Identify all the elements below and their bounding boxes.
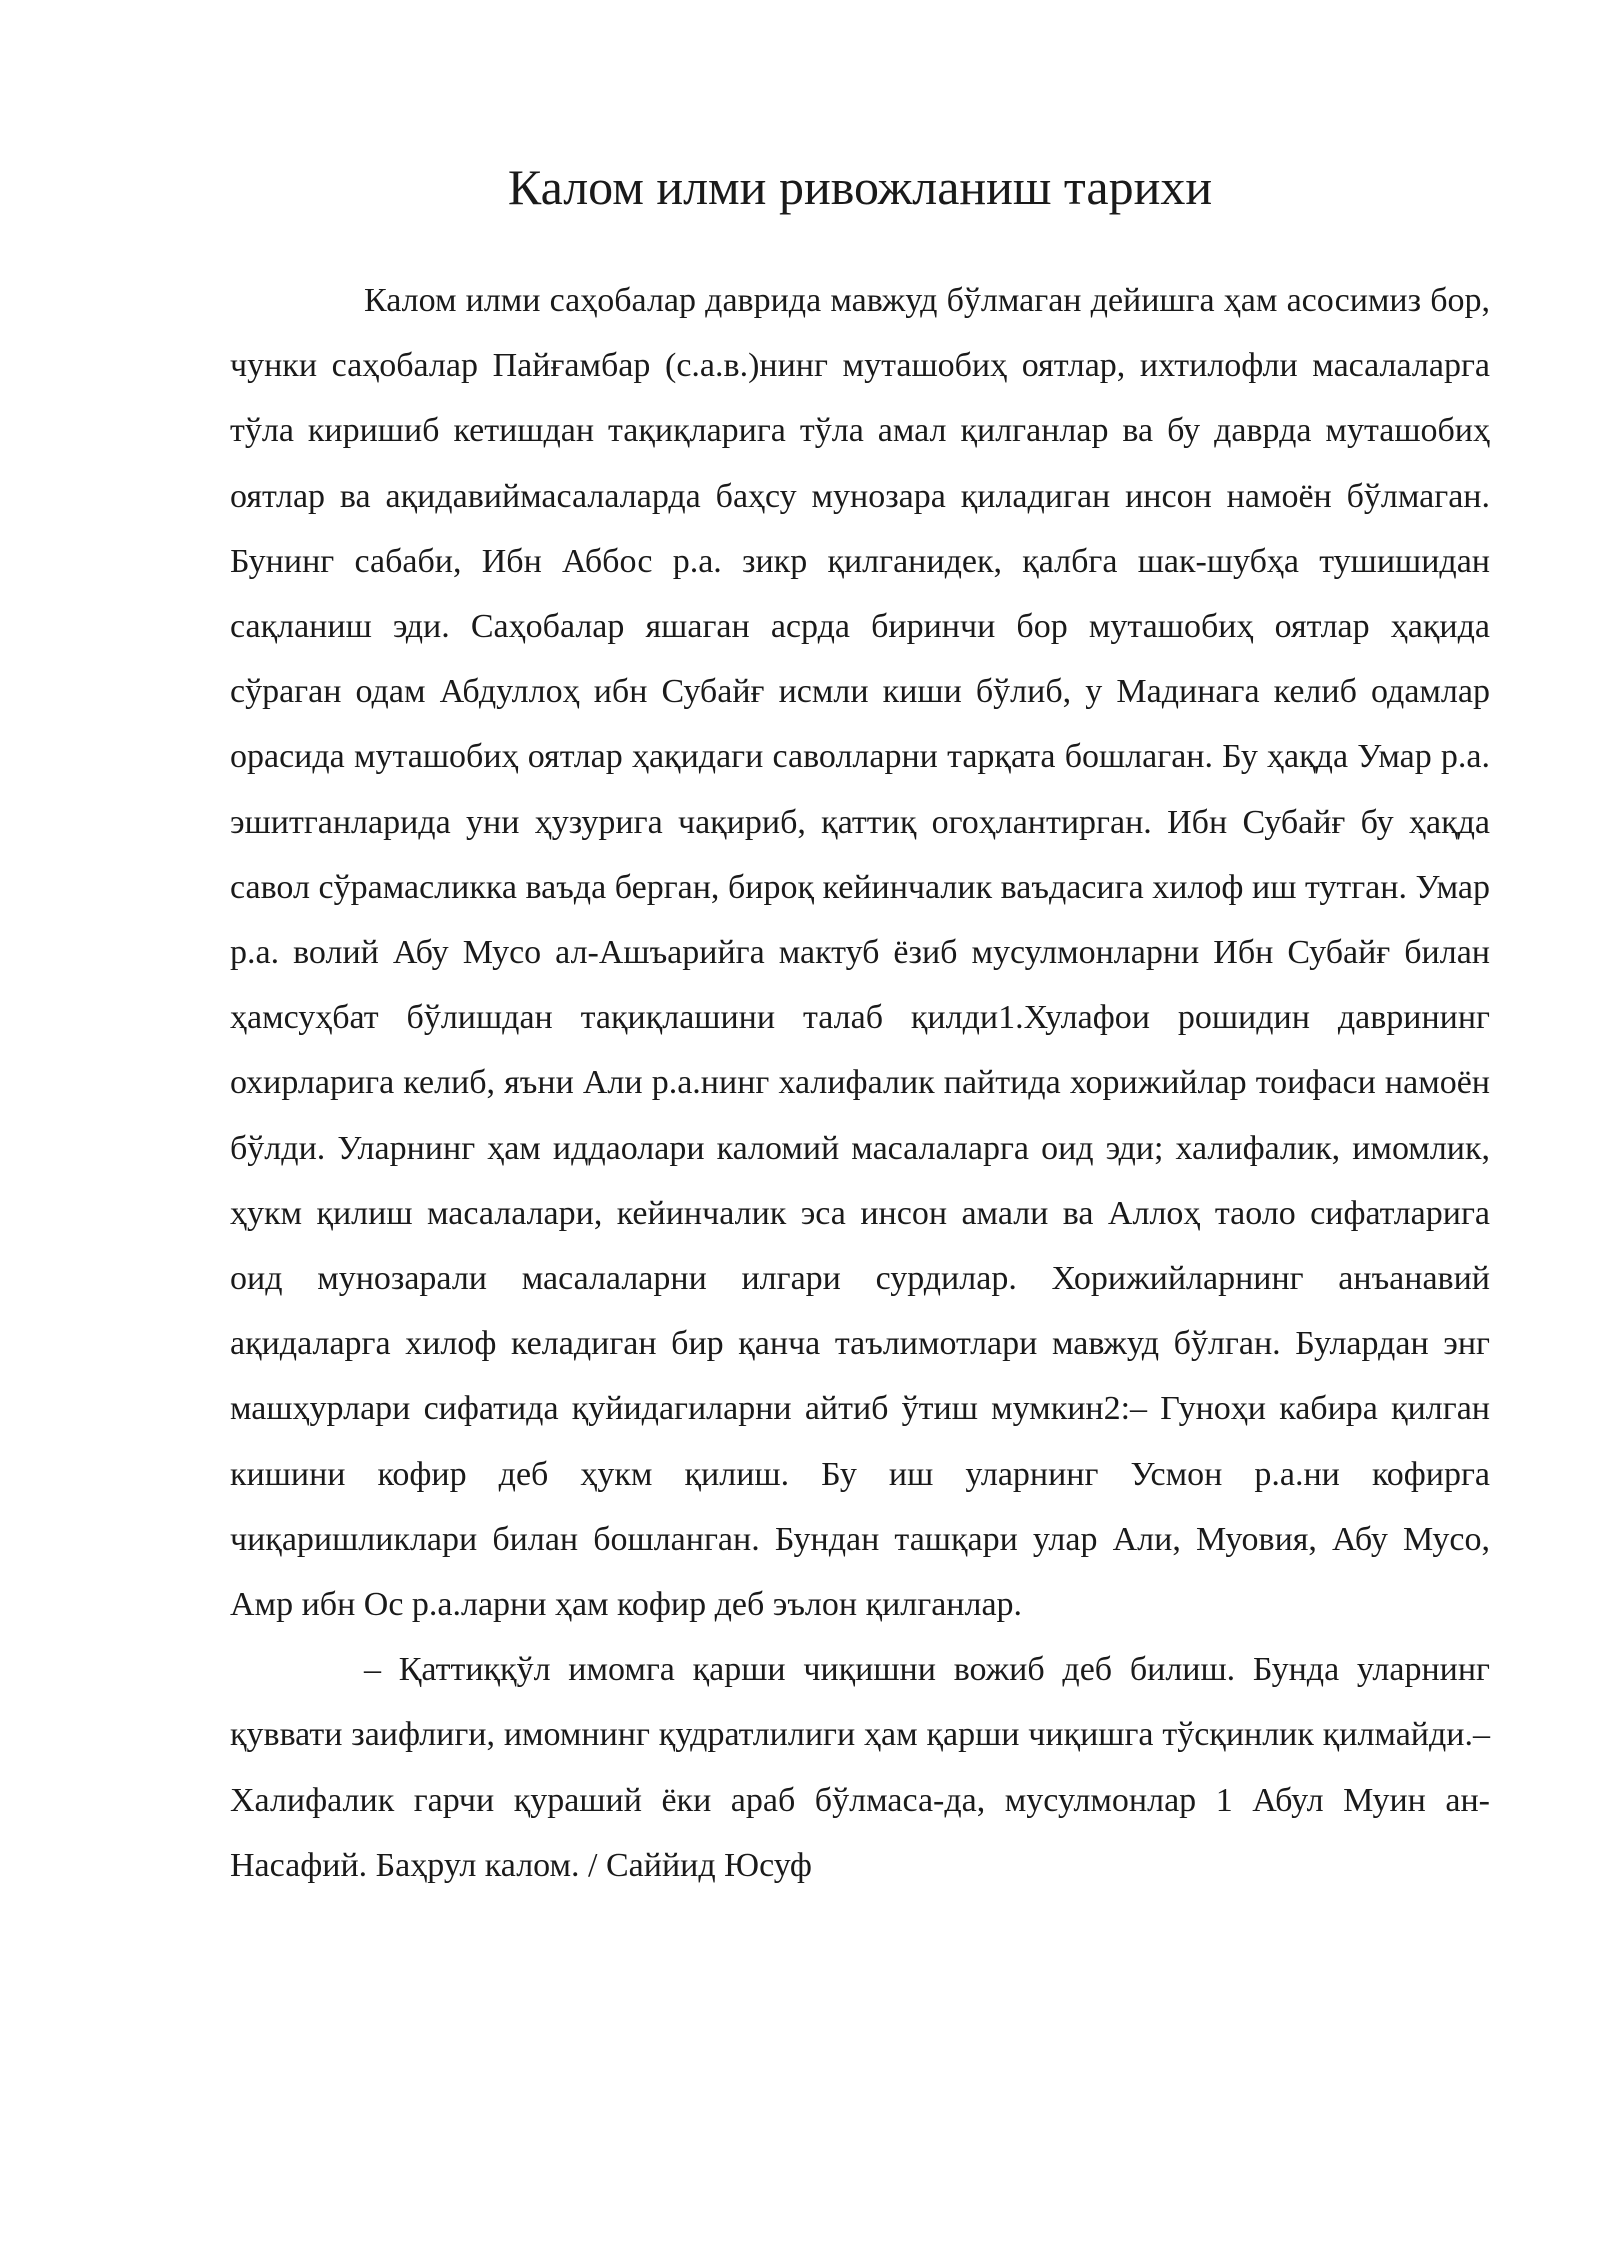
document-title: Калом илми ривожланиш тарихи [507, 159, 1213, 215]
paragraph-1: Калом илми саҳобалар даврида мавжуд бўлмаган дейишга ҳам асосимиз бор, чунки саҳобалар Пайғамбар (с.а.в.)нинг муташобиҳ оятлар, ихтилофли масалаларга тўла киришиб кетишдан тақиқларига тўла амал қилганлар ва бу даврда муташобиҳ оятлар ва ақидавиймасалаларда баҳсу мунозара қиладиган инсон намоён бўлмаган. Бунинг сабаби, Ибн Аббос р.а. зикр қилганидек, қалбга шак-шубҳа тушишидан сақланиш эди. Саҳобалар яшаган асрда биринчи бор муташобиҳ оятлар ҳақида сўраган одам Абдуллоҳ ибн Субайғ исмли киши бўлиб, у Мадинага келиб одамлар орасида муташобиҳ оятлар ҳақидаги саволларни тарқата бошлаган. Бу ҳақда Умар р.а. эшитганларида уни ҳузурига чақириб, қаттиқ огоҳлантирган. Ибн Субайғ бу ҳақда савол сўрамасликка ваъда берган, бироқ кейинчалик ваъдасига хилоф иш тутган. Умар р.а. волий Абу Мусо ал-Ашъарийга мактуб ёзиб мусулмонларни Ибн Субайғ билан ҳамсуҳбат бўлишдан тақиқлашини талаб қилди1.Хулафои рошидин даврининг охирларига келиб, яъни Али р.а.нинг халифалик пайтида хорижийлар тоифаси намоён бўлди. Уларнинг ҳам иддаолари каломий масалаларга оид эди; халифалик, имомлик, ҳукм қилиш масалалари, кейинчалик эса инсон амали ва Аллоҳ таоло сифатларига оид мунозарали масалаларни илгари сурдилар. Хорижийларнинг анъанавий ақидаларга хилоф келадиган бир қанча таълимотлари мавжуд бўлган. Булардан энг машҳурлари сифатида қуйидагиларни айтиб ўтиш мумкин2:– Гуноҳи кабира қилган кишини кофир деб ҳукм қилиш. Бу иш уларнинг Усмон р.а.ни кофирга чиқаришликлари билан бошланган. Бундан ташқари улар Али, Муовия, Абу Мусо, Амр ибн Ос р.а.ларни ҳам кофир деб эълон қилганлар. [230, 282, 1490, 1624]
document-body [230, 268, 1490, 1898]
paragraph-2: – Қаттиққўл имомга қарши чиқишни вожиб деб билиш. Бунда уларнинг қуввати заифлиги, имомнинг қудратлилиги ҳам қарши чиқишга тўсқинлик қилмайди.– Халифалик гарчи қураший ёки араб бўлмаса-да, мусулмонлар 1 Абул Муин ан-Насафий. Баҳрул калом. / Саййид Юсуф [230, 1651, 1490, 1884]
